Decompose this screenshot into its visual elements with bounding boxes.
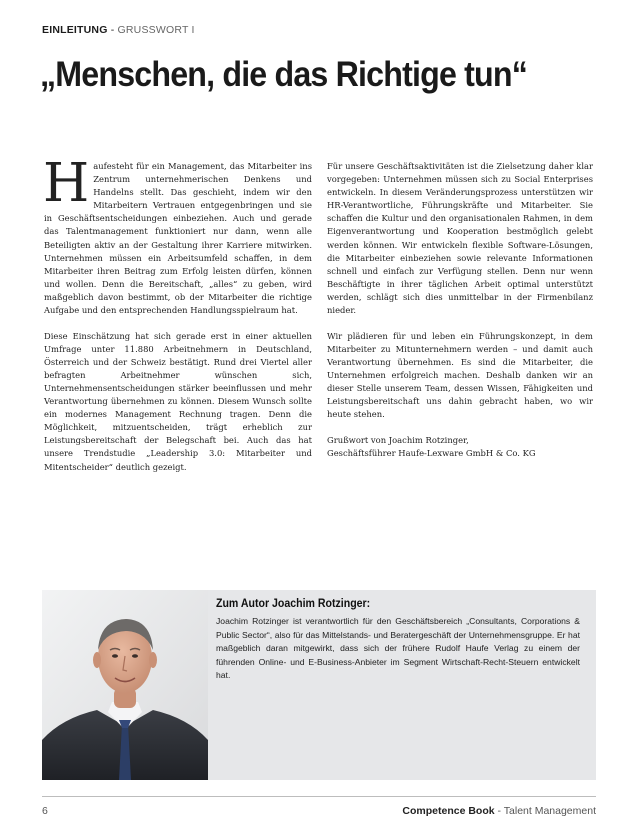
- paragraph-3: Für unsere Geschäftsaktivitäten ist die Zielsetzung daher klar vorgegeben: Unternehmen müssen sich zu Social Enterprises entwickeln. In diesem Veränderungsprozess unterstützen wir HR-Verantwortliche, Führungskräfte und Mitarbeiter. Sie schaffen die Kultur und den organisationalen Rahmen, in dem Eigenverantwortung und Kooperation bestmöglich gelebt werden können. Wir entwickeln flexible Software-Lösungen, die Mitarbeiter einbeziehen sowie relevante Informationen schnell und einfach zur Verfügung stellen. Denn nur wenn Beschäftigte in ihrer täglichen Arbeit optimal unterstützt werden, schlägt sich dies unmittelbar in der Firmenbilanz nieder.: [327, 161, 593, 316]
- signature-line-1: Grußwort von Joachim Rotzinger,: [327, 434, 469, 445]
- signature-line-2: Geschäftsführer Haufe-Lexware GmbH & Co. KG: [327, 447, 536, 458]
- brand-separator: -: [494, 805, 504, 817]
- paragraph-4: Wir plädieren für und leben ein Führungskonzept, in dem Mitarbeiter zu Mitunternehmern werden – und damit auch Verantwortung übernehmen. Es sind die Mitarbeiter, die Unternehmen erfolgreich machen. Deshalb danken wir an dieser Stelle unserem Team, dessen Wissen, Fähigkeiten und Leistungsbereitschaft uns dahin gebracht haben, wo wir heute stehen.: [327, 330, 593, 420]
- footer-topic: Talent Management: [503, 805, 596, 817]
- drop-cap: H: [43, 153, 90, 214]
- signature: [327, 434, 593, 460]
- page-number: 6: [42, 805, 48, 817]
- section-label: [42, 24, 195, 36]
- author-bio-text: Joachim Rotzinger ist verantwortlich für den Geschäftsbereich „Consultants, Corporations & Public Sector“, also für das Mittelstands- und Beratergeschäft der Unternehmensgruppe. Er hat maßgeblich daran mitgewirkt, dass sich der frühere Rudolf Haufe Verlag zu einem der führenden Online- und E-Business-Anbieter im Segment Wirtschaft-Recht-Steuern entwickelt hat.: [216, 616, 580, 681]
- paragraph-1: [43, 153, 312, 317]
- paragraph-1-text: aufesteht für ein Management, das Mitarbeiter ins Zentrum unternehmerischen Denkens und Handelns stellt. Das geschieht, indem wir den Mitarbeitern Vertrauen entgegenbringen und sie in Geschäftsentscheidungen einbeziehen. Auch und gerade das Talentmanagement funktioniert nur dann, wenn alle Beteiligten aktiv an der Gestaltung ihrer Karriere mitwirken. Unternehmen müssen ein Arbeitsumfeld schaffen, in dem Mitarbeiter ihren Beitrag zum Erfolg leisten dürfen, können und wollen. Denn die Bereitschaft, „alles“ zu geben, wird maßgeblich davon bestimmt, ob der Mitarbeiter die richtige Aufgabe und den entsprechenden Handlungsspielraum hat.: [44, 161, 312, 316]
- author-portrait: [42, 590, 208, 780]
- page-title: „Menschen, die das Richtige tun“: [40, 55, 527, 94]
- paragraph-2: Diese Einschätzung hat sich gerade erst in einer aktuellen Umfrage unter 11.880 Arbeitnehmern in Deutschland, Österreich und der Schweiz bestätigt. Rund drei Viertel aller befragten Arbeitnehmer wünschen sich, Unternehmensentscheidungen stärker beeinflussen und mehr Verantwortung übernehmen zu können. Diesem Wunsch sollte ein modernes Management Rechnung tragen. Denn die Möglichkeit, mitzuentscheiden, trägt erheblich zur Leistungsbereitschaft der Belegschaft bei. Auch das hat unsere Trendstudie „Leadership 3.0: Mitarbeiter und Mitentscheider“ deutlich gezeigt.: [44, 330, 312, 472]
- subsection-name: GRUSSWORT I: [117, 24, 195, 36]
- portrait-image: [42, 590, 208, 780]
- author-box: [42, 590, 596, 780]
- brand-name: Competence Book: [402, 805, 495, 817]
- right-column: [327, 160, 593, 472]
- left-column: [43, 153, 312, 486]
- author-heading: Zum Autor Joachim Rotzinger:: [216, 598, 371, 610]
- section-name: EINLEITUNG: [42, 24, 108, 36]
- section-separator: -: [107, 24, 118, 36]
- footer-brand: [402, 805, 596, 817]
- author-bio: [216, 598, 580, 682]
- footer-divider: [42, 796, 596, 797]
